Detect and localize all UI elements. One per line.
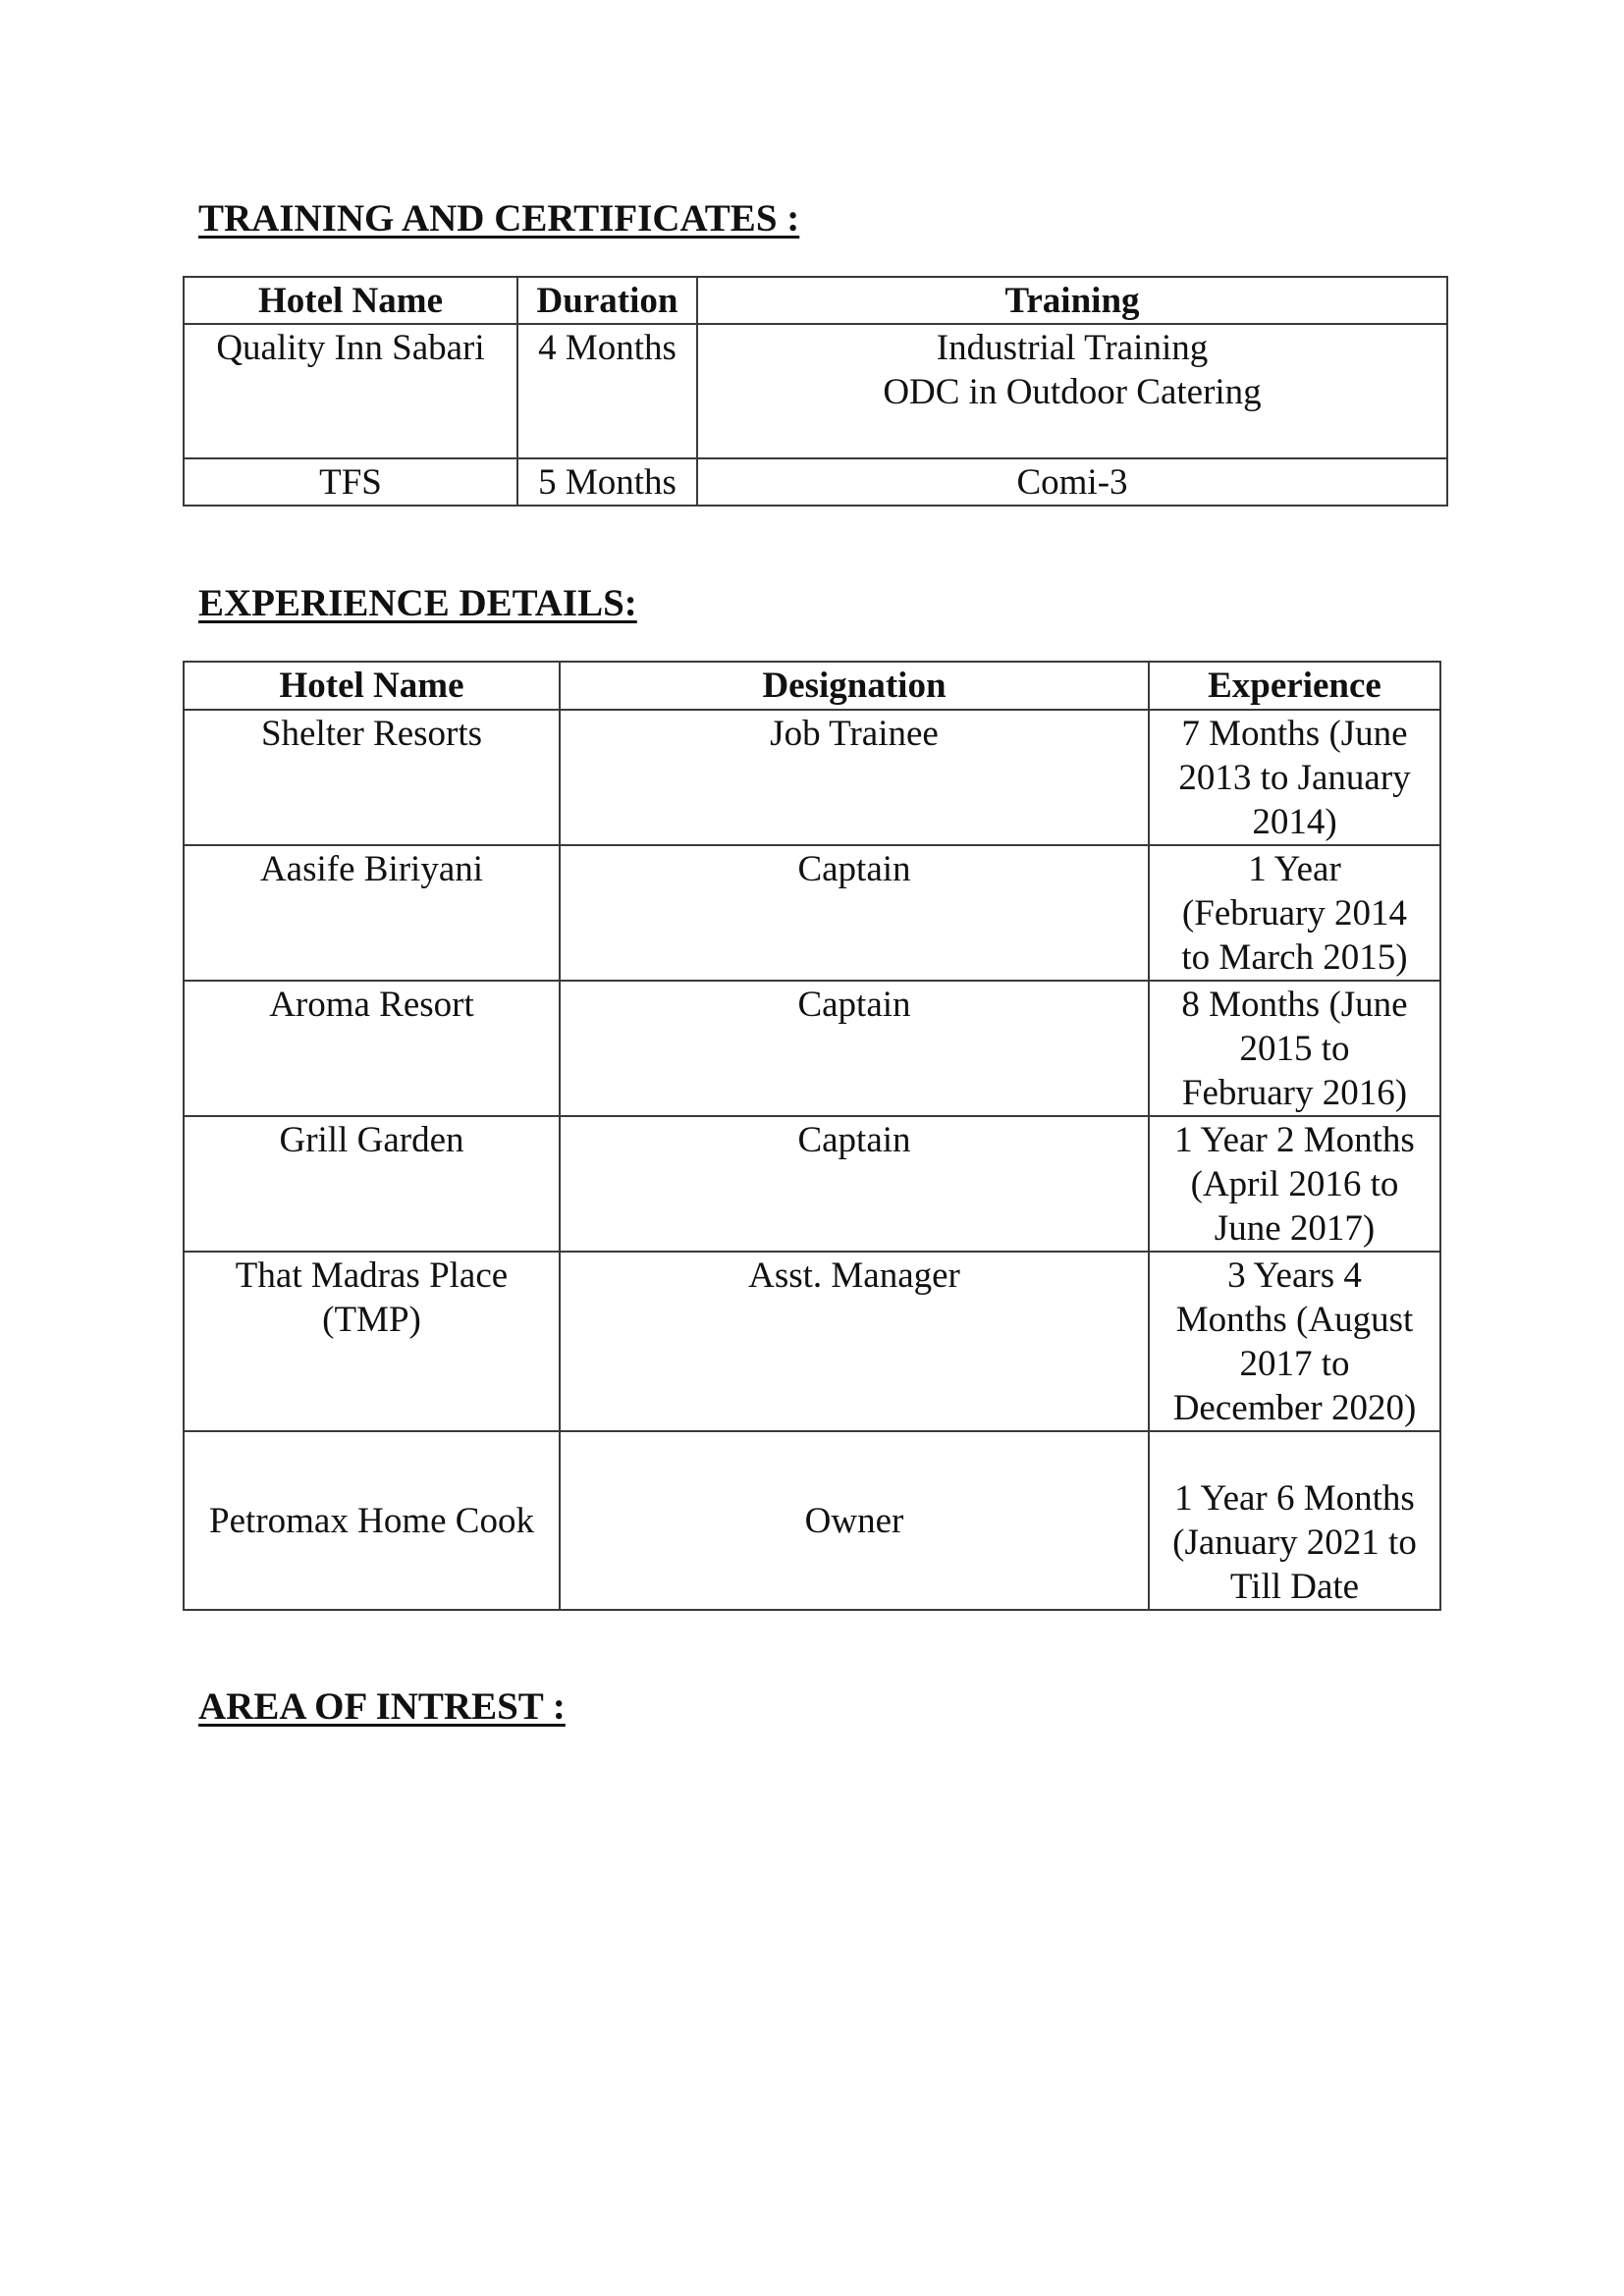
column-header: Hotel Name — [184, 662, 560, 710]
experience-cell — [1149, 1116, 1440, 1252]
table-header-row — [184, 277, 1447, 324]
experience-heading: EXPERIENCE DETAILS: — [198, 582, 637, 624]
experience-cell — [1149, 1252, 1440, 1431]
hotel-line: Shelter Resorts — [260, 714, 483, 754]
table-header-row — [184, 662, 1440, 710]
hotel-cell: TFS — [184, 458, 517, 506]
designation-cell: Job Trainee — [560, 710, 1149, 845]
experience-line: June 2017) — [1214, 1208, 1376, 1249]
experience-line: (February 2014 — [1181, 893, 1408, 934]
experience-line: February 2016) — [1181, 1073, 1408, 1113]
experience-line: to March 2015) — [1181, 937, 1408, 978]
experience-line: (January 2021 to — [1172, 1522, 1417, 1563]
experience-line: 7 Months (June — [1181, 714, 1408, 754]
experience-line: 2017 to — [1239, 1344, 1350, 1384]
experience-table — [183, 661, 1441, 1611]
training-table — [183, 276, 1448, 507]
hotel-line: That Madras Place — [235, 1255, 509, 1296]
training-line: ODC in Outdoor Catering — [883, 372, 1262, 412]
experience-line: (April 2016 to — [1190, 1164, 1399, 1204]
experience-cell — [1149, 981, 1440, 1116]
training-cell — [697, 458, 1447, 506]
experience-line: 8 Months (June — [1181, 985, 1408, 1025]
experience-line: 1 Year 6 Months — [1174, 1477, 1415, 1519]
designation-cell: Asst. Manager — [560, 1252, 1149, 1431]
hotel-cell — [184, 981, 560, 1116]
column-header: Experience — [1149, 662, 1440, 710]
experience-line: December 2020) — [1172, 1388, 1417, 1428]
table-row — [184, 1116, 1440, 1252]
experience-line: 3 Years 4 — [1227, 1255, 1362, 1296]
designation-cell: Captain — [560, 981, 1149, 1116]
designation-cell: Captain — [560, 1116, 1149, 1252]
hotel-cell — [184, 1431, 560, 1610]
column-header: Designation — [560, 662, 1149, 710]
hotel-line: (TMP) — [322, 1300, 421, 1340]
column-header: Hotel Name — [184, 277, 517, 324]
designation-cell: Owner — [560, 1431, 1149, 1610]
experience-line: 1 Year — [1248, 849, 1341, 889]
training-heading: TRAINING AND CERTIFICATES : — [198, 197, 800, 240]
column-header: Training — [697, 277, 1447, 324]
experience-cell — [1149, 1431, 1440, 1610]
interest-heading: AREA OF INTREST : — [198, 1685, 566, 1728]
hotel-line: Aroma Resort — [269, 985, 474, 1025]
hotel-cell — [184, 845, 560, 981]
training-cell — [697, 324, 1447, 458]
duration-cell: 5 Months — [517, 458, 697, 506]
experience-line: Till Date — [1229, 1566, 1360, 1607]
experience-line: 1 Year 2 Months — [1174, 1120, 1415, 1160]
table-row — [184, 458, 1447, 506]
hotel-cell — [184, 1116, 560, 1252]
experience-line: 2013 to January — [1178, 758, 1411, 798]
hotel-line: Petromax Home Cook — [209, 1501, 534, 1541]
designation-cell: Captain — [560, 845, 1149, 981]
duration-cell: 4 Months — [517, 324, 697, 458]
hotel-line: Aasife Biriyani — [259, 849, 484, 889]
table-row — [184, 710, 1440, 845]
experience-cell — [1149, 845, 1440, 981]
hotel-cell: Quality Inn Sabari — [184, 324, 517, 458]
table-row — [184, 1431, 1440, 1610]
experience-line: Months (August — [1175, 1300, 1414, 1340]
experience-cell — [1149, 710, 1440, 845]
training-line: Comi-3 — [1016, 462, 1128, 503]
hotel-cell — [184, 710, 560, 845]
table-row — [184, 845, 1440, 981]
hotel-line: Grill Garden — [279, 1120, 464, 1160]
table-row — [184, 981, 1440, 1116]
table-row — [184, 324, 1447, 458]
table-row — [184, 1252, 1440, 1431]
column-header: Duration — [517, 277, 697, 324]
training-line: Industrial Training — [936, 328, 1209, 368]
hotel-cell — [184, 1252, 560, 1431]
experience-line: 2015 to — [1239, 1029, 1350, 1069]
experience-line: 2014) — [1252, 802, 1337, 842]
